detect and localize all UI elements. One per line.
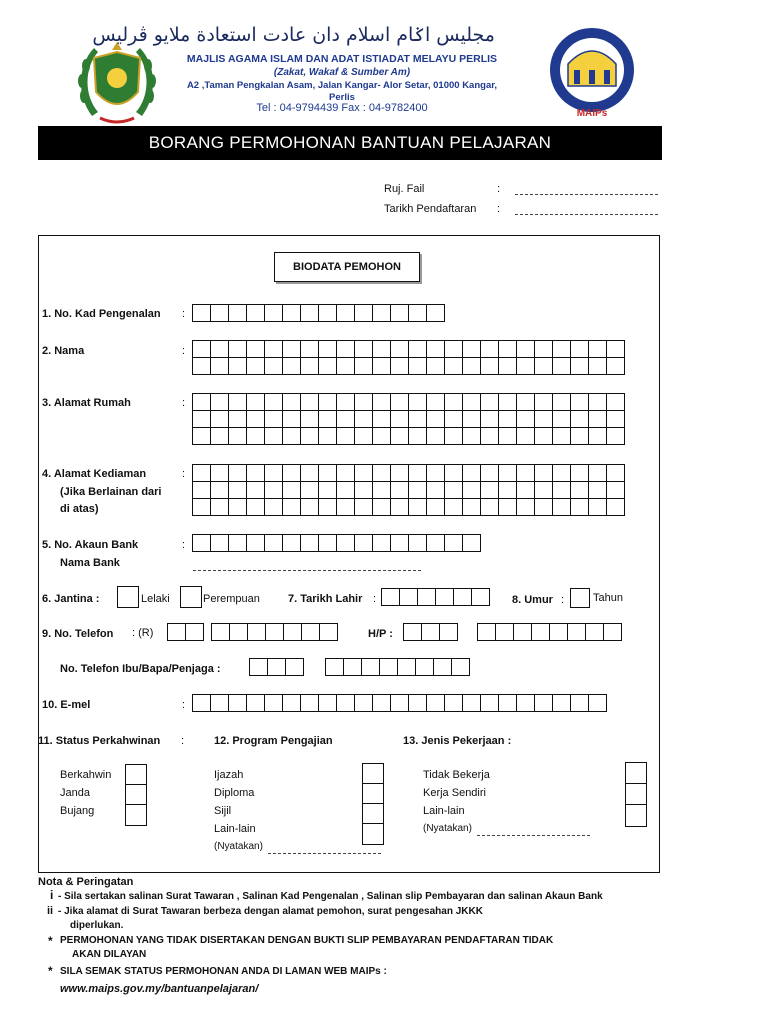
note-2-mark: ii — [47, 905, 54, 917]
ruj-fail-field[interactable] — [515, 194, 658, 195]
telefon-ibu-label: No. Telefon Ibu/Bapa/Penjaga : — [60, 663, 221, 675]
tarikh-pendaftaran-label: Tarikh Pendaftaran — [384, 203, 477, 215]
pekerjaan-checkbox-kerja-sendiri[interactable] — [625, 783, 647, 805]
telefon-label: 9. No. Telefon — [42, 628, 114, 640]
alamat-rumah-label: 3. Alamat Rumah — [42, 397, 131, 409]
note-4: SILA SEMAK STATUS PERMOHONAN ANDA DI LAMAN WEB MAIPs : — [60, 966, 387, 977]
tarikh-pendaftaran-colon: : — [497, 203, 501, 215]
perempuan-checkbox[interactable] — [180, 586, 202, 608]
form-title: BORANG PERMOHONAN BANTUAN PELAJARAN — [148, 133, 552, 152]
lelaki-label: Lelaki — [141, 593, 170, 605]
alamat-kediaman-colon: : — [182, 468, 186, 480]
emel-colon: : — [182, 699, 186, 711]
program-nyatakan-label: (Nyatakan) — [214, 841, 263, 852]
umur-label: 8. Umur — [512, 594, 553, 606]
status-checkbox-janda[interactable] — [125, 784, 147, 805]
telefon-ibu-nombor-input[interactable] — [326, 659, 470, 676]
alamat-kediaman-input[interactable] — [193, 465, 625, 516]
program-option-sijil: Sijil — [214, 805, 232, 817]
program-nyatakan-field[interactable] — [268, 853, 381, 854]
crest-logo — [72, 36, 162, 128]
pekerjaan-checkbox-lain[interactable] — [625, 804, 647, 827]
pekerjaan-option-kerja-sendiri: Kerja Sendiri — [423, 787, 486, 799]
alamat-rumah-colon: : — [182, 397, 186, 409]
akaun-bank-label: 5. No. Akaun Bank — [42, 539, 139, 551]
ruj-fail-colon: : — [497, 183, 501, 195]
telefon-ibu-kod-input[interactable] — [250, 659, 304, 676]
note-3b: AKAN DILAYAN — [72, 949, 147, 960]
akaun-bank-colon: : — [182, 539, 186, 551]
umur-input[interactable] — [570, 588, 590, 608]
status-option-janda: Janda — [60, 787, 90, 799]
status-title: 11. Status Perkahwinan — [38, 735, 161, 747]
ruj-fail-label: Ruj. Fail — [384, 183, 425, 195]
note-3a: PERMOHONAN YANG TIDAK DISERTAKAN DENGAN BUKTI SLIP PEMBAYARAN PENDAFTARAN TIDAK — [60, 935, 554, 946]
address-line1: A2 ,Taman Pengkalan Asam, Jalan Kangar- Alor Setar, 01000 Kangar, — [186, 80, 498, 91]
note-4-mark: * — [48, 964, 53, 978]
pekerjaan-nyatakan-label: (Nyatakan) — [423, 823, 472, 834]
tagline: (Zakat, Wakaf & Sumber Am) — [273, 67, 411, 78]
telefon-r-label: : (R) — [132, 627, 154, 639]
lelaki-checkbox[interactable] — [117, 586, 139, 608]
alamat-kediaman-note1: (Jika Berlainan dari — [60, 486, 162, 498]
form-title-bar — [38, 126, 662, 160]
pekerjaan-nyatakan-field[interactable] — [477, 835, 590, 836]
note-2a: - Jika alamat di Surat Tawaran berbeza dengan alamat pemohon, surat pengesahan JKKK — [58, 906, 483, 917]
pekerjaan-option-lain: Lain-lain — [423, 805, 465, 817]
maips-url-link[interactable]: www.maips.gov.my/bantuanpelajaran/ — [60, 983, 259, 995]
emel-input[interactable] — [193, 695, 607, 712]
telefon-kod-input[interactable] — [168, 624, 204, 641]
jantina-label: 6. Jantina : — [42, 593, 100, 605]
status-option-bujang: Bujang — [60, 805, 95, 817]
section-title-box — [274, 252, 420, 282]
hp-nombor-input[interactable] — [478, 624, 622, 641]
note-1: - Sila sertakan salinan Surat Tawaran , Salinan Kad Pengenalan , Salinan slip Pembayaran dan salinan Akaun Bank — [58, 891, 603, 902]
nama-colon: : — [182, 345, 186, 357]
alamat-rumah-input[interactable] — [193, 394, 625, 445]
pekerjaan-option-tidak-bekerja: Tidak Bekerja — [423, 769, 490, 781]
tarikh-lahir-input[interactable] — [382, 589, 490, 606]
tarikh-lahir-colon: : — [373, 593, 377, 605]
nama-label: 2. Nama — [42, 345, 85, 357]
address-line2: Perlis — [329, 92, 355, 103]
notes-title: Nota & Peringatan — [38, 876, 134, 888]
tahun-label: Tahun — [593, 592, 623, 604]
alamat-kediaman-label: 4. Alamat Kediaman — [42, 468, 147, 480]
nama-input[interactable] — [193, 341, 625, 375]
program-checkbox-lain[interactable] — [362, 823, 384, 845]
program-title: 12. Program Pengajian — [214, 735, 333, 747]
nama-bank-field[interactable] — [193, 570, 421, 571]
program-option-lain: Lain-lain — [214, 823, 256, 835]
pekerjaan-title: 13. Jenis Pekerjaan : — [403, 735, 512, 747]
status-option-berkahwin: Berkahwin — [60, 769, 112, 781]
pekerjaan-checkbox-tidak-bekerja[interactable] — [625, 762, 647, 784]
kad-colon: : — [182, 308, 186, 320]
kad-label: 1. No. Kad Pengenalan — [42, 308, 161, 320]
tarikh-lahir-label: 7. Tarikh Lahir — [288, 593, 363, 605]
maips-logo-label: MAIPs — [576, 108, 608, 119]
jawi-title: مجليس اݢام اسلام دان عادت استعادة ملايو ڤرليس — [92, 24, 495, 46]
section-title: BIODATA PEMOHON — [293, 261, 401, 273]
program-checkbox-ijazah[interactable] — [362, 763, 384, 784]
note-1-mark: i — [50, 888, 54, 902]
status-checkbox-berkahwin[interactable] — [125, 764, 147, 785]
note-3-mark: * — [48, 934, 53, 948]
telefon-rumah-input[interactable] — [212, 624, 338, 641]
kad-input[interactable] — [193, 305, 445, 322]
program-option-diploma: Diploma — [214, 787, 255, 799]
emel-label: 10. E-mel — [42, 699, 91, 711]
hp-label: H/P : — [368, 628, 393, 640]
status-colon: : — [181, 735, 185, 747]
note-2b: diperlukan. — [70, 920, 124, 931]
umur-colon: : — [561, 594, 565, 606]
tarikh-pendaftaran-field[interactable] — [515, 214, 658, 215]
program-checkbox-diploma[interactable] — [362, 783, 384, 804]
alamat-kediaman-note2: di atas) — [60, 503, 99, 515]
akaun-bank-input[interactable] — [193, 535, 481, 552]
perempuan-label: Perempuan — [203, 593, 260, 605]
program-checkbox-sijil[interactable] — [362, 803, 384, 824]
program-option-ijazah: Ijazah — [214, 769, 244, 781]
nama-bank-label: Nama Bank — [60, 557, 120, 569]
contact: Tel : 04-9794439 Fax : 04-9782400 — [256, 102, 428, 114]
status-checkbox-bujang[interactable] — [125, 804, 147, 826]
org-name: MAJLIS AGAMA ISLAM DAN ADAT ISTIADAT MELAYU PERLIS — [186, 53, 498, 65]
hp-kod-input[interactable] — [404, 624, 458, 641]
